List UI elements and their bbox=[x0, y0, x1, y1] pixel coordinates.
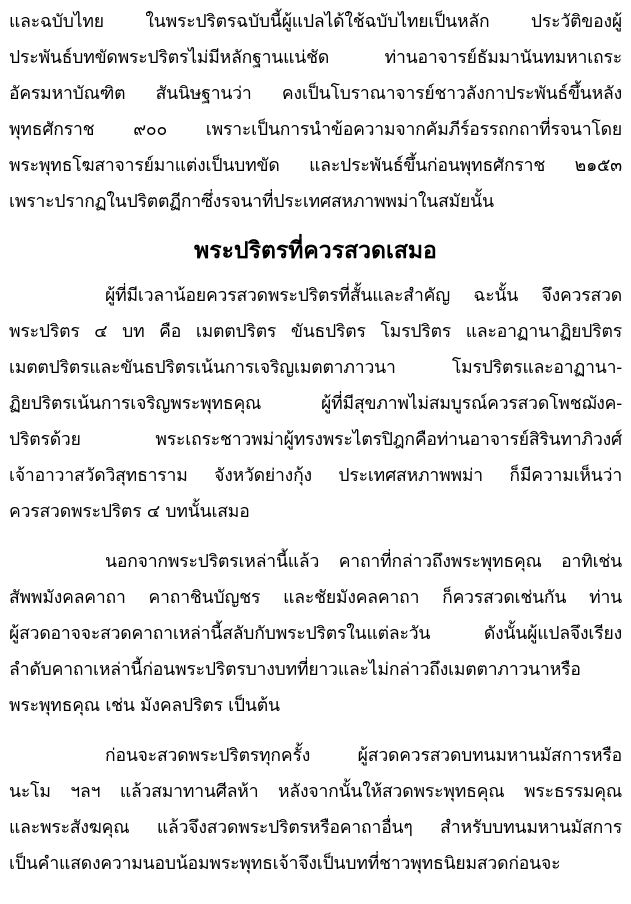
text-line: ฏิยปริตรเน้นการเจริญพระพุทธคุณ ผู้ที่มีสุขภาพไม่สมบูรณ์ควรสวดโพชฌังค- bbox=[9, 394, 622, 414]
text-line: ควรสวดพระปริตร ๔ บทนั้นเสมอ bbox=[9, 502, 250, 522]
text-line: เพราะปรากฏในปริตตฏีกาซึ่งรจนาที่ประเทศสหภาพพม่าในสมัยนั้น bbox=[9, 192, 494, 212]
section-heading: พระปริตรที่ควรสวดเสมอ bbox=[194, 237, 437, 264]
body-paragraph-2 bbox=[9, 544, 622, 724]
document-page bbox=[9, 4, 622, 882]
text-line: ก่อนจะสวดพระปริตรทุกครั้ง ผู้สวดควรสวดบทนมหานมัสการหรือ bbox=[105, 746, 622, 766]
text-line: อัครมหาบัณฑิต สันนิษฐานว่า คงเป็นโบราณาจารย์ชาวลังกาประพันธ์ขึ้นหลัง bbox=[9, 84, 622, 104]
text-line: พระพุทธคุณ เช่น มังคลปริตร เป็นต้น bbox=[9, 696, 280, 716]
text-line: ประพันธ์บทขัดพระปริตรไม่มีหลักฐานแน่ชัด ท่านอาจารย์ธัมมานันทมหาเถระ bbox=[9, 48, 622, 68]
body-paragraph-1 bbox=[9, 278, 622, 530]
body-paragraph-3 bbox=[9, 738, 622, 882]
text-line: ปริตรด้วย พระเถระชาวพม่าผู้ทรงพระไตรปิฎกคือท่านอาจารย์สิรินทาภิวงศ์ bbox=[9, 430, 622, 450]
text-line: ผู้ที่มีเวลาน้อยควรสวดพระปริตรที่สั้นและสำคัญ ฉะนั้น จึงควรสวด bbox=[105, 286, 622, 306]
text-line: ผู้สวดอาจจะสวดคาถาเหล่านี้สลับกับพระปริตรในแต่ละวัน ดังนั้นผู้แปลจึงเรียง bbox=[9, 624, 622, 644]
text-line: เจ้าอาวาสวัดวิสุทธาราม จังหวัดย่างกุ้ง ประเทศสหภาพพม่า ก็มีความเห็นว่า bbox=[9, 466, 622, 486]
intro-paragraph bbox=[9, 4, 622, 220]
text-line: เมตตปริตรและขันธปริตรเน้นการเจริญเมตตาภาวนา โมรปริตรและอาฏานา- bbox=[9, 358, 622, 378]
text-line: และพระสังฆคุณ แล้วจึงสวดพระปริตรหรือคาถาอื่นๆ สำหรับบทนมหานมัสการ bbox=[9, 818, 622, 838]
text-line: นอกจากพระปริตรเหล่านี้แล้ว คาถาที่กล่าวถึงพระพุทธคุณ อาทิเช่น bbox=[105, 552, 622, 572]
text-line: นะโม ฯลฯ แล้วสมาทานศีลห้า หลังจากนั้นให้สวดพระพุทธคุณ พระธรรมคุณ bbox=[9, 782, 622, 802]
text-line: ลำดับคาถาเหล่านี้ก่อนพระปริตรบางบทที่ยาวและไม่กล่าวถึงเมตตาภาวนาหรือ bbox=[9, 660, 581, 680]
text-line: สัพพมังคลคาถา คาถาชินบัญชร และชัยมังคลคาถา ก็ควรสวดเช่นกัน ท่าน bbox=[9, 588, 622, 608]
text-line: พุทธศักราช ๙๐๐ เพราะเป็นการนำข้อความจากคัมภีร์อรรถกถาที่รจนาโดย bbox=[9, 120, 622, 140]
text-line: พระพุทธโฆสาจารย์มาแต่งเป็นบทขัด และประพันธ์ขึ้นก่อนพุทธศักราช ๒๑๕๓ bbox=[9, 156, 622, 176]
text-line: เป็นคำแสดงความนอบน้อมพระพุทธเจ้าจึงเป็นบทที่ชาวพุทธนิยมสวดก่อนจะ bbox=[9, 854, 561, 874]
text-line: และฉบับไทย ในพระปริตรฉบับนี้ผู้แปลได้ใช้ฉบับไทยเป็นหลัก ประวัติของผู้ bbox=[9, 12, 622, 32]
text-line: พระปริตร ๔ บท คือ เมตตปริตร ขันธปริตร โมรปริตร และอาฏานาฏิยปริตร bbox=[9, 322, 622, 342]
